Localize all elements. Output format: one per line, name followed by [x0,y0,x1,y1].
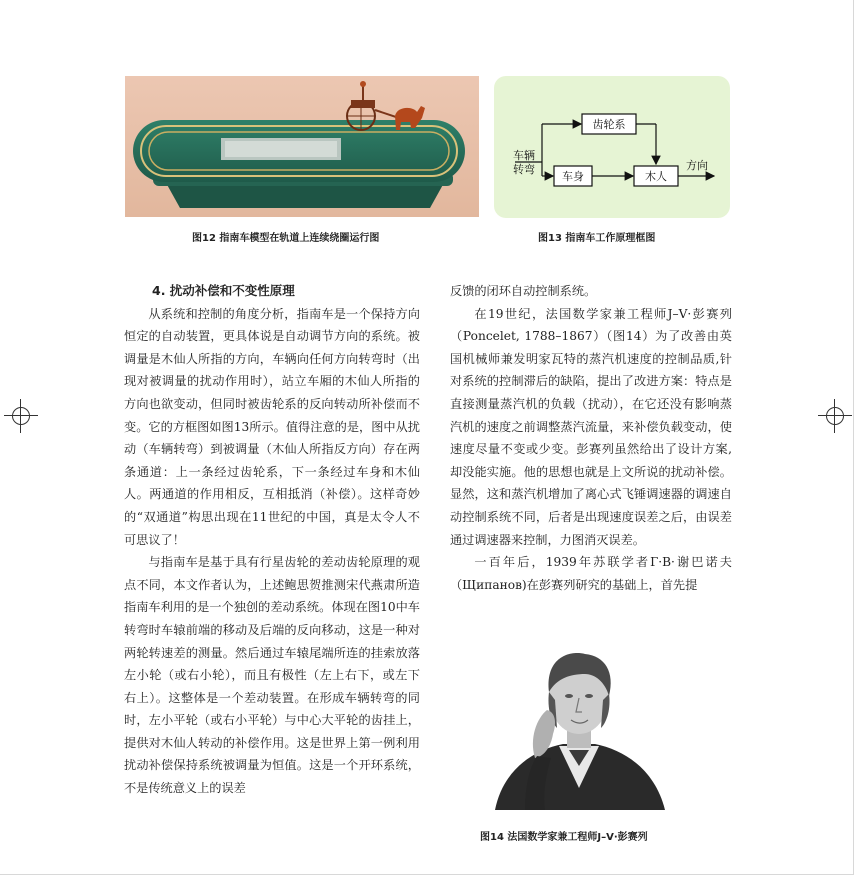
diagram-input-label-1: 车辆 [513,149,535,162]
right-continuation: 反馈的闭环自动控制系统。 [450,284,597,298]
gear-system-label: 齿轮系 [592,118,626,131]
figure-12-caption: 图12 指南车模型在轨道上连续绕圈运行图 [192,233,380,244]
diagram-input-label-2: 转弯 [513,163,535,176]
diagram-output-label: 方向 [686,159,708,172]
figure-12-photo [125,76,479,217]
left-paragraph-1: 从系统和控制的角度分析，指南车是一个保持方向恒定的自动装置，更具体说是自动调节方向的系统。被调量是木仙人所指的方向，车辆向任何方向转弯时（出现对被调量的扰动作用时），站立车厢的木仙人所指的方向也欲变动，但同时被齿轮系的反向转动所补偿而不变。它的方框图如图13所示。值得注意的是，图中从扰动（车辆转弯）到被调量（木仙人所指反方向）存在两条通道：上一条经过齿轮系，下一条经过车身和木仙人。两通道的作用相反，互相抵消（补偿）。这样奇妙的“双通道”构思出现在11世纪的中国，真是太令人不可思议了！ [124,306,420,547]
right-paragraph-1: 在19世纪，法国数学家兼工程师J–V·彭赛列（Poncelet, 1788–1867）（图14）为了改善由英国机械师兼发明家瓦特的蒸汽机速度的控制品质,针对系统的控制滞后的缺陷，提出了改进方案：特点是直接测量蒸汽机的负载（扰动），在它还没有影响蒸汽机的速度之前调整蒸汽流量，来补偿负载变动，使速度尽量不变或少变。彭赛列虽然给出了设计方案, 却没能实施。他的思想也就是上文所说的扰动补偿。显然，这和蒸汽机增加了离心式飞锤调速器的调速自动控制系统不同，后者是出现速度误差之后，由误差通过调速器来控制，力图消灭误差。 [450,306,732,547]
left-text-column [124,280,420,800]
chariot-track-illustration [125,76,479,217]
vehicle-body-label: 车身 [562,170,584,183]
registration-mark-right [818,399,852,433]
portrait-engraving [485,638,673,810]
right-text-column [450,280,732,596]
section-title: 4. 扰动补偿和不变性原理 [152,283,295,298]
figure-13-caption: 图13 指南车工作原理框图 [538,233,656,244]
registration-mark-left [4,399,38,433]
figure-14-portrait [485,638,673,810]
right-paragraph-2: 一百年后，1939年苏联学者Г·В·谢巴诺夫（Щипанов)在彭赛列研究的基础上，首先提 [450,555,732,592]
wooden-figure-label: 木人 [645,170,667,183]
figure-13-block-diagram [494,76,730,218]
figure-14-caption: 图14 法国数学家兼工程师J–V·彭赛列 [480,832,648,843]
left-paragraph-2: 与指南车是基于具有行星齿轮的差动齿轮原理的观点不同，本文作者认为，上述鲍思贺推测宋代燕肃所造指南车利用的是一个独创的差动系统。体现在图10中车转弯时车辕前端的移动及后端的反向移动，这是一种对两轮转速差的测量。然后通过车辕尾端所连的挂索放落左小轮（或右小轮），而且有极性（左上右下，或左下右上）。这整体是一个差动装置。在形成车辆转弯的同时，左小平轮（或右小平轮）与中心大平轮的齿挂上，提供对木仙人转动的补偿作用。这是世界上第一例利用扰动补偿保持系统被调量为恒值。这是一个开环系统，不是传统意义上的误差 [124,555,420,796]
